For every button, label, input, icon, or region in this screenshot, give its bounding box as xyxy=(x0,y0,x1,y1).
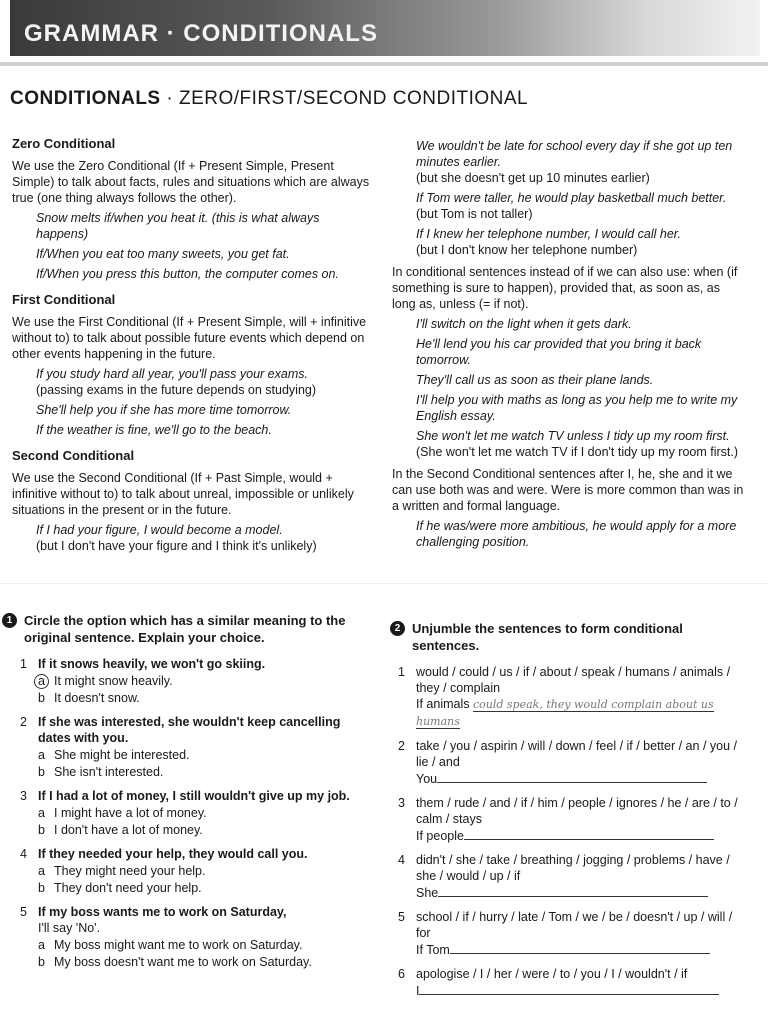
example: He'll lend you his car provided that you bring it back tomorrow. xyxy=(416,337,702,367)
sentence-start: If animals xyxy=(416,697,470,711)
jumbled-words: them / rude / and / if / him / people / ignores / he / are / to / calm / stays xyxy=(416,796,738,826)
exercise-1 xyxy=(4,612,364,978)
answer-line[interactable] xyxy=(464,827,714,840)
section-divider xyxy=(0,583,768,584)
answer-row xyxy=(416,884,747,901)
second-heading: Second Conditional xyxy=(12,448,135,463)
option-a[interactable]: a It might snow heavily. xyxy=(38,673,364,689)
zero-paragraph: We use the Zero Conditional (If + Present Simple, Present Simple) to talk about facts, rules and situations which are always true (one thing always follows the other). xyxy=(12,159,370,205)
question-stem: If my boss wants me to work on Saturday, xyxy=(38,905,287,919)
question-number: 4 xyxy=(398,853,405,867)
zero-heading: Zero Conditional xyxy=(12,136,116,151)
right-column xyxy=(392,138,747,554)
question xyxy=(398,852,747,901)
option-b[interactable]: b My boss doesn't want me to work on Saturday. xyxy=(38,955,312,969)
sentence-start: I xyxy=(416,984,420,998)
answer-row xyxy=(416,982,747,999)
question-number: 2 xyxy=(398,739,405,753)
answer-row xyxy=(416,827,747,844)
example-note: (passing exams in the future depends on studying) xyxy=(36,383,317,397)
option-b[interactable]: b I don't have a lot of money. xyxy=(38,823,203,837)
option-a[interactable]: a My boss might want me to work on Saturday. xyxy=(38,938,303,952)
exercise-number-badge: 1 xyxy=(2,613,17,628)
jumbled-words: would / could / us / if / about / speak / humans / animals / they / complain xyxy=(416,665,731,695)
example: If you study hard all year, you'll pass your exams. xyxy=(36,367,308,381)
exercise-1-heading xyxy=(4,612,364,646)
paragraph: In conditional sentences instead of if we can also use: when (if something is sure to happen), provided that, as soon as, as long as, unless (= if not). xyxy=(392,265,738,311)
question xyxy=(20,904,364,970)
question xyxy=(20,846,364,896)
handwritten-answer[interactable]: could speak, they would complain about us humans xyxy=(416,698,714,728)
answer-line[interactable] xyxy=(419,982,719,995)
exercise-instruction: Unjumble the sentences to form conditional sentences. xyxy=(412,621,683,653)
circled-answer: a xyxy=(34,674,49,689)
example: If/When you press this button, the computer comes on. xyxy=(36,267,339,281)
example-note: (but I don't have your figure and I think it's unlikely) xyxy=(36,539,317,553)
example: I'll help you with maths as long as you help me to write my English essay. xyxy=(416,393,738,423)
first-paragraph: We use the First Conditional (If + Present Simple, will + infinitive without to) to talk about possible future events which depend on other events happening in the future. xyxy=(12,315,367,361)
question-number: 4 xyxy=(20,847,27,861)
option-b[interactable]: b It doesn't snow. xyxy=(38,691,140,705)
question-number: 5 xyxy=(20,905,27,919)
example: If/When you eat too many sweets, you get fat. xyxy=(36,247,290,261)
example-note: (She won't let me watch TV if I don't tidy up my room first.) xyxy=(416,445,739,459)
answer-line[interactable] xyxy=(438,884,708,897)
page-heading xyxy=(10,88,528,110)
option-b[interactable]: b They don't need your help. xyxy=(38,881,202,895)
question-number: 3 xyxy=(398,796,405,810)
example-note: (but she doesn't get up 10 minutes earlier) xyxy=(416,171,650,185)
answer-line[interactable] xyxy=(450,941,710,954)
jumbled-words: school / if / hurry / late / Tom / we / be / doesn't / up / will / for xyxy=(416,910,733,940)
second-paragraph: We use the Second Conditional (If + Past Simple, would + infinitive without to) to talk about unreal, impossible or unlikely situations in the present or in the future. xyxy=(12,471,354,517)
question-stem: If she was interested, she wouldn't keep cancelling dates with you. xyxy=(38,715,341,745)
jumbled-words: didn't / she / take / breathing / jogging / problems / have / she / would / up / if xyxy=(416,853,730,883)
sentence-start: If people xyxy=(416,829,464,843)
question xyxy=(398,664,747,730)
example-note: (but Tom is not taller) xyxy=(416,207,533,221)
example: If he was/were more ambitious, he would apply for a more challenging position. xyxy=(416,519,737,549)
option-b[interactable]: b She isn't interested. xyxy=(38,765,164,779)
question xyxy=(398,738,747,787)
left-column xyxy=(12,126,372,558)
sentence-start: If Tom xyxy=(416,943,450,957)
exercise-number-badge: 2 xyxy=(390,621,405,636)
example: I'll switch on the light when it gets dark. xyxy=(416,317,632,331)
question xyxy=(398,966,747,999)
question xyxy=(398,909,747,958)
question-stem-continued: I'll say 'No'. xyxy=(38,921,101,935)
example: If the weather is fine, we'll go to the beach. xyxy=(36,423,272,437)
question xyxy=(20,714,364,780)
question xyxy=(398,795,747,844)
divider xyxy=(0,62,768,66)
example: If Tom were taller, he would play basketball much better. xyxy=(416,191,727,205)
sentence-start: She xyxy=(416,886,439,900)
question-number: 2 xyxy=(20,715,27,729)
question-number: 6 xyxy=(398,967,405,981)
answer-line[interactable] xyxy=(437,770,707,783)
sentence-start: You xyxy=(416,772,438,786)
example: If I knew her telephone number, I would call her. xyxy=(416,227,681,241)
question xyxy=(20,656,364,706)
answer-row xyxy=(416,696,747,730)
heading-bold: CONDITIONALS xyxy=(10,88,161,109)
question-number: 5 xyxy=(398,910,405,924)
example: If I had your figure, I would become a model. xyxy=(36,523,283,537)
paragraph: In the Second Conditional sentences after I, he, she and it we can use both was and were. Were is more common than was in a written and formal language. xyxy=(392,467,744,513)
exercise-2 xyxy=(392,620,747,1007)
question-stem: If it snows heavily, we won't go skiing. xyxy=(38,657,266,671)
question-number: 1 xyxy=(398,665,405,679)
question-stem: If they needed your help, they would call you. xyxy=(38,847,308,861)
example-note: (but I don't know her telephone number) xyxy=(416,243,638,257)
answer-row xyxy=(416,770,747,787)
banner-title: GRAMMAR · CONDITIONALS xyxy=(24,20,378,47)
heading-rest: · ZERO/FIRST/SECOND CONDITIONAL xyxy=(160,88,529,109)
example: She won't let me watch TV unless I tidy up my room first. xyxy=(416,429,730,443)
first-heading: First Conditional xyxy=(12,292,116,307)
example: They'll call us as soon as their plane lands. xyxy=(416,373,654,387)
answer-row xyxy=(416,941,747,958)
option-a[interactable]: a She might be interested. xyxy=(38,748,190,762)
exercise-2-heading xyxy=(392,620,747,654)
question xyxy=(20,788,364,838)
jumbled-words: take / you / aspirin / will / down / feel / if / better / an / you / lie / and xyxy=(416,739,737,769)
question-number: 3 xyxy=(20,789,27,803)
example: Snow melts if/when you heat it. (this is what always happens) xyxy=(36,211,320,241)
question-stem: If I had a lot of money, I still wouldn't give up my job. xyxy=(38,789,350,803)
question-number: 1 xyxy=(20,657,27,671)
jumbled-words: apologise / I / her / were / to / you / I / wouldn't / if xyxy=(416,967,688,981)
example: She'll help you if she has more time tomorrow. xyxy=(36,403,292,417)
example: We wouldn't be late for school every day if she got up ten minutes earlier. xyxy=(416,139,733,169)
option-a[interactable]: a I might have a lot of money. xyxy=(38,806,207,820)
option-a[interactable]: a They might need your help. xyxy=(38,864,206,878)
exercise-instruction: Circle the option which has a similar meaning to the original sentence. Explain your choice. xyxy=(24,613,346,645)
banner xyxy=(10,0,760,56)
